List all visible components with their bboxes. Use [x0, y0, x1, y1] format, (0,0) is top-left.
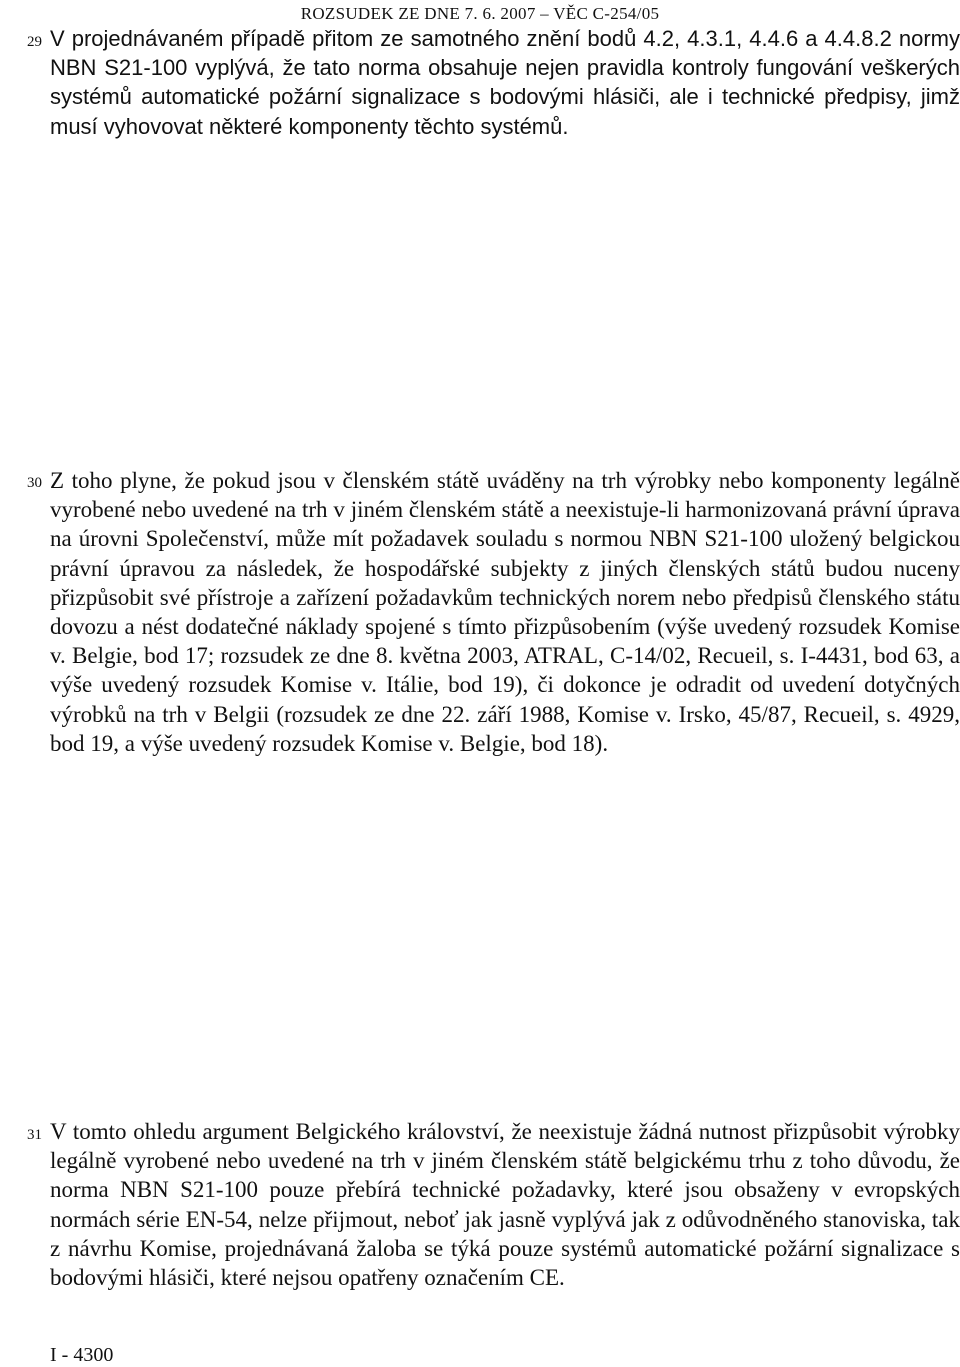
paragraph-text: Z toho plyne, že pokud jsou v členském státě uváděny na trh výrobky nebo komponenty legálně vyrobené nebo uvedené na trh v jiném členském státě a neexistuje-li harmonizovaná právní úprava na úrovni Společenství, může mít požadavek souladu s normou NBN S21-100 uložený belgickou právní úpravou za následek, že hospodářské subjekty z jiných členských států budou nuceny přizpůsobit své přístroje a zařízení požadavkům technických norem nebo předpisů členského státu dovozu a nést dodatečné náklady spojené s tímto přizpůsobením (výše uvedený rozsudek Komise v. Belgie, bod 17; rozsudek ze dne 8. května 2003, ATRAL, C-14/02, Recueil, s. I-4431, bod 63, a výše uvedený rozsudek Komise v. Itálie, bod 19), či dokonce je odradit od uvedení dotyčných výrobků na trh v Belgii (rozsudek ze dne 22. září 1988, Komise v. Irsko, 45/87, Recueil, s. 4929, bod 19, a výše uvedený rozsudek Komise v. Belgie, bod 18).: [50, 468, 960, 756]
paragraph-number: 31: [27, 1127, 42, 1143]
paragraph-text: V projednávaném případě přitom ze samotného znění bodů 4.2, 4.3.1, 4.4.6 a 4.4.8.2 normy NBN S21-100 vyplývá, že tato norma obsahuje nejen pravidla kontroly fungování veškerých systémů automatické požární signalizace s bodovými hlásiči, ale i technické předpisy, jimž musí vyhovovat některé komponenty těchto systémů.: [50, 26, 960, 139]
page-number: I - 4300: [50, 1344, 114, 1366]
paragraph-number: 30: [27, 475, 42, 491]
paragraph-number: 29: [27, 34, 42, 50]
paragraph-text: V tomto ohledu argument Belgického království, že neexistuje žádná nutnost přizpůsobit výrobky legálně vyrobené nebo uvedené na trh v jiném členském státě belgickému trhu z toho důvodu, že norma NBN S21-100 pouze přebírá technické požadavky, které jsou obsaženy v evropských normách série EN-54, nelze přijmout, neboť jak jasně vyplývá jak z odůvodněného stanoviska, tak z návrhu Komise, projednávaná žaloba se týká pouze systémů automatické požární signalizace s bodovými hlásiči, které nejsou opatřeny označením CE.: [50, 1119, 960, 1291]
running-head: ROZSUDEK ZE DNE 7. 6. 2007 – VĚC C-254/05: [300, 4, 660, 23]
